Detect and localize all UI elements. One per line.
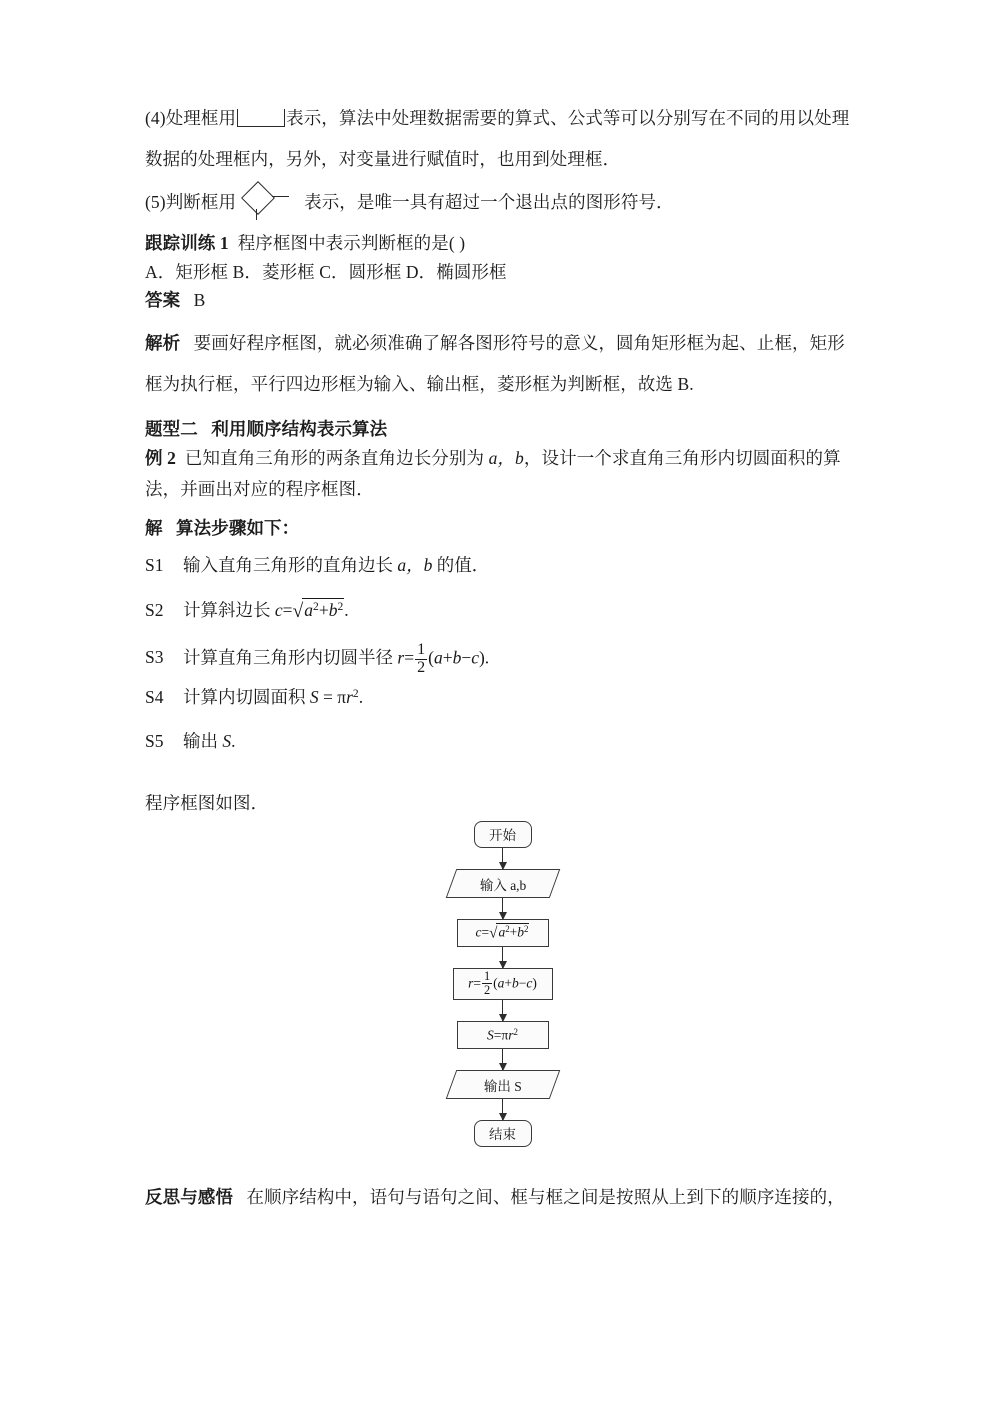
flow-c-radical: √	[489, 925, 498, 942]
flow-c-b: b	[517, 924, 525, 940]
step-s2-label: S2	[145, 599, 164, 620]
step-s3-rparen: )	[478, 647, 485, 668]
example-label: 例 2	[145, 447, 176, 468]
step-s1-text-before: 输入直角三角形的直角边长	[183, 554, 398, 575]
flow-r-rparen: )	[532, 976, 537, 992]
step-s3-lparen: (	[428, 647, 434, 668]
step-s4-eq: =	[323, 686, 333, 707]
flow-c-eq: =	[481, 924, 490, 940]
topic-title: 利用顺序结构表示算法	[211, 418, 388, 439]
flowchart-diagram	[403, 817, 603, 1147]
step-s3-plus: +	[442, 647, 453, 668]
flow-r-b: b	[512, 976, 519, 992]
analysis-line-2	[145, 364, 860, 405]
practice-options-text: A．矩形框 B．菱形框 C．圆形框 D．椭圆形框	[145, 261, 507, 282]
step-s2-sqrt	[293, 598, 345, 625]
flow-arrow-5	[502, 1049, 503, 1070]
flow-c-radicand	[496, 923, 529, 941]
fraction-one-half	[415, 642, 427, 677]
flow-node-input-text: 输入 a,b	[479, 877, 526, 893]
step-s3-a: a	[433, 647, 443, 668]
reflection-text: 在顺序结构中，语句与语句之间、框与框之间是按照从上到下的顺序连接的，	[246, 1186, 845, 1207]
step-s1-text-after: 的值．	[432, 554, 490, 575]
flow-arrow-4	[502, 1000, 503, 1021]
practice-label: 跟踪训练 1	[145, 233, 229, 254]
flow-r-den: 2	[483, 983, 491, 998]
step-s4-text	[183, 686, 860, 709]
flow-r-lparen: (	[493, 976, 498, 992]
flow-s-exp: 2	[513, 1026, 518, 1037]
flow-arrow-6	[502, 1099, 503, 1120]
flow-c-sqrt	[489, 923, 529, 943]
flow-s-pi: π	[501, 1027, 509, 1043]
item-4-prefix: (4)处理框用	[145, 108, 237, 128]
item-4-after-symbol: 表示，算法中处理数据需要的算式、公式等可以分别写在不同的用以处理	[286, 108, 850, 128]
flow-node-output-label	[484, 1074, 522, 1094]
fraction-numerator: 1	[417, 640, 426, 658]
step-s3-var-r: r	[397, 647, 405, 668]
flow-arrow-3	[502, 947, 503, 968]
practice-question-line	[145, 229, 860, 257]
flow-s-r: r	[508, 1027, 514, 1043]
flow-node-start-label: 开始	[489, 828, 516, 844]
step-s4-pi: π	[337, 686, 347, 707]
reflection-label: 反思与感悟	[145, 1186, 233, 1207]
practice-options	[145, 258, 860, 286]
paragraph-item-4-line2	[145, 139, 860, 180]
step-s4	[145, 686, 860, 730]
analysis-line-1	[145, 323, 860, 364]
answer-label: 答案	[145, 289, 181, 310]
reflection-line	[145, 1183, 860, 1211]
step-s3-label: S3	[145, 647, 164, 668]
step-s3-c: c	[471, 647, 479, 668]
analysis-label: 解析	[145, 333, 181, 354]
solution-label: 解	[145, 518, 163, 539]
flow-node-calc-r-label	[468, 970, 537, 997]
flow-c-b-exp: 2	[524, 924, 529, 935]
flow-r-eq: =	[473, 976, 481, 992]
page-content	[145, 98, 860, 1211]
step-s5-text	[183, 730, 860, 753]
diamond-right-stub	[272, 196, 289, 197]
example-line-1	[145, 443, 860, 474]
step-s5-text-after: .	[231, 730, 236, 751]
step-s3-minus: −	[461, 647, 472, 668]
step-s1-math: a，b	[397, 554, 433, 575]
step-s3	[145, 642, 860, 686]
step-s2-var-c: c	[274, 599, 283, 620]
solution-intro: 算法步骤如下：	[176, 518, 300, 539]
flow-c-var: c	[475, 924, 482, 940]
flow-node-calc-s-label	[487, 1027, 518, 1044]
practice-question: 程序框图中表示判断框的是( )	[237, 233, 466, 254]
example-line-2	[145, 474, 860, 505]
topic-heading	[145, 415, 860, 443]
flow-r-minus: −	[518, 976, 527, 992]
radicand-b-exp: 2	[337, 600, 344, 613]
paragraph-item-5	[145, 184, 860, 220]
flow-node-calc-c	[457, 919, 549, 947]
step-s4-var-r: r	[346, 686, 353, 707]
topic-label: 题型二	[145, 418, 198, 439]
flow-node-calc-c-label	[476, 923, 530, 943]
flow-r-fraction	[482, 970, 492, 997]
flow-r-plus: +	[504, 976, 513, 992]
item-5-after-symbol: 表示，是唯一具有超过一个退出点的图形符号．	[304, 192, 674, 213]
example-text-a: 已知直角三角形的两条直角边长分别为	[184, 447, 489, 468]
fraction-denominator: 2	[417, 658, 426, 676]
flow-s-var: S	[487, 1027, 494, 1043]
diamond-shape	[241, 181, 275, 215]
step-s2	[145, 598, 860, 642]
flow-node-end	[474, 1120, 532, 1147]
step-s4-exp: 2	[352, 687, 359, 700]
step-s2-text-after: .	[344, 599, 349, 620]
flow-arrow-2	[502, 898, 503, 919]
flow-s-eq: =	[493, 1027, 502, 1043]
process-box-icon	[237, 109, 285, 127]
radicand-a: a	[304, 599, 314, 620]
item-4-line2: 数据的处理框内，另外，对变量进行赋值时，也用到处理框．	[145, 149, 621, 170]
item-5-prefix: (5)判断框用	[145, 192, 237, 213]
flow-arrow-1	[502, 848, 503, 869]
flow-r-c: c	[526, 976, 533, 992]
flow-node-calc-r	[453, 968, 553, 1000]
flowchart-caption	[145, 789, 860, 817]
step-s4-var-S: S	[309, 686, 319, 707]
flow-c-a: a	[498, 924, 506, 940]
flow-node-end-label: 结束	[489, 1127, 516, 1143]
diamond-bottom-stub	[256, 209, 257, 220]
example-math-ab: a，b	[488, 447, 524, 468]
step-s4-text-before: 计算内切圆面积	[183, 686, 310, 707]
radicand-plus: +	[318, 599, 329, 620]
flow-node-input-label	[479, 873, 526, 893]
flowchart-caption-text: 程序框图如图．	[145, 792, 269, 813]
solution-heading	[145, 513, 860, 545]
example-text-b: ，设计一个求直角三角形内切圆面积的算	[523, 447, 841, 468]
step-s5-text-before: 输出	[183, 730, 223, 751]
flow-r-a: a	[497, 976, 505, 992]
answer-value: B	[193, 289, 206, 310]
paragraph-item-4	[145, 98, 860, 139]
step-s5-label: S5	[145, 730, 164, 751]
step-s4-text-after: .	[358, 686, 364, 707]
step-s1-text	[183, 554, 860, 577]
step-s2-eq: =	[282, 599, 293, 620]
step-s3-text-after: .	[484, 647, 490, 668]
flow-r-var: r	[468, 976, 474, 992]
step-s5-math: S	[222, 730, 232, 751]
step-s2-text	[183, 598, 860, 625]
flow-c-plus: +	[509, 924, 518, 940]
flow-r-num: 1	[483, 969, 491, 984]
step-s4-label: S4	[145, 686, 164, 707]
flow-node-output-text: 输出 S	[483, 1078, 522, 1094]
decision-diamond-icon	[238, 184, 300, 218]
step-s5	[145, 730, 860, 774]
flow-node-start	[474, 821, 532, 848]
flow-c-a-exp: 2	[505, 924, 510, 935]
radicand-a-exp: 2	[313, 600, 319, 613]
step-s1-label: S1	[145, 554, 164, 575]
flow-node-calc-s	[457, 1021, 549, 1049]
practice-answer-line	[145, 286, 860, 314]
radicand	[302, 598, 344, 622]
step-s3-eq: =	[404, 647, 415, 668]
step-s3-text-before: 计算直角三角形内切圆半径	[183, 647, 398, 668]
radical-sign: √	[292, 600, 304, 622]
step-s1	[145, 554, 860, 598]
analysis-text-1: 要画好程序框图，就必须准确了解各图形符号的意义，圆角矩形框为起、止框，矩形	[193, 333, 845, 354]
flow-node-output	[445, 1070, 560, 1099]
step-s3-text	[183, 642, 860, 677]
flow-node-input	[445, 869, 560, 898]
step-s3-b: b	[452, 647, 462, 668]
radicand-b: b	[328, 599, 338, 620]
analysis-text-2: 框为执行框，平行四边形框为输入、输出框，菱形框为判断框，故选 B.	[145, 374, 694, 395]
step-s2-text-before: 计算斜边长	[183, 599, 275, 620]
example-text-line2: 法，并画出对应的程序框图．	[145, 478, 374, 499]
